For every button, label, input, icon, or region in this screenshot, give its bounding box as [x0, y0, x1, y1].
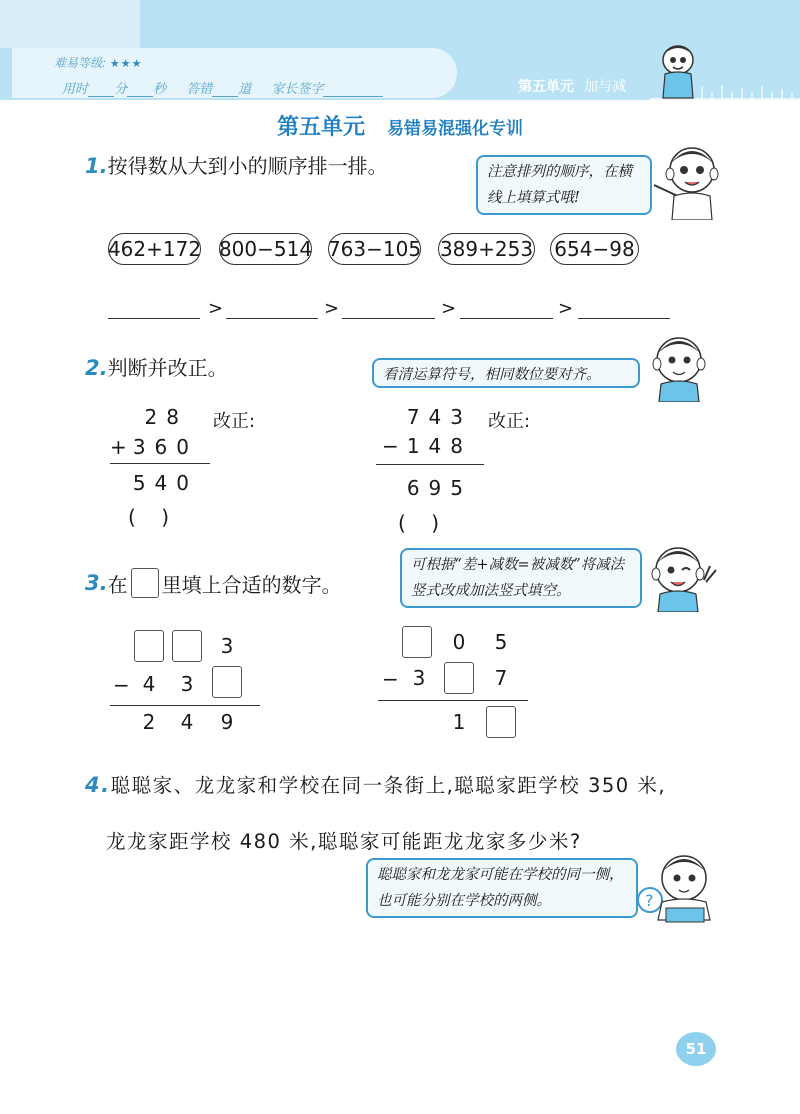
- q2-right-result: 695: [406, 476, 472, 500]
- q2-prompt: [85, 352, 228, 381]
- wrong-count-blank[interactable]: [212, 82, 238, 97]
- q2-right-judge[interactable]: ( ): [398, 511, 440, 535]
- q2-left-judge[interactable]: ( ): [128, 505, 170, 529]
- greater-than: >: [208, 298, 224, 319]
- q3-number: 3.: [85, 571, 108, 595]
- q3-right-digit: 7: [494, 666, 508, 690]
- expression-text: 800−514: [218, 237, 313, 261]
- mascot-thinking-icon: [645, 330, 717, 402]
- q4-number: 4.: [85, 773, 111, 797]
- q1-answer-blank[interactable]: [108, 318, 200, 319]
- q3-text-after: 里填上合适的数字。: [161, 572, 342, 597]
- q4-tip-text: 聪聪家和龙龙家可能在学校的同一侧，也可能分别在学校的两侧。: [377, 867, 624, 909]
- svg-text:?: ?: [645, 891, 654, 910]
- q2-right-minuend: 743: [406, 405, 472, 429]
- q1-text: 按得数从大到小的顺序排一排。: [107, 154, 388, 178]
- expression-text: 462+172: [107, 237, 202, 261]
- q3-right-digit: 1: [452, 710, 466, 734]
- page-title: [0, 110, 800, 141]
- sign-label: 家长签字: [271, 82, 324, 97]
- time-label: 用时: [62, 82, 89, 97]
- q3-left-digit: 4: [142, 672, 156, 696]
- q1-tip-text: 注意排列的顺序，在横线上填算式哦!: [487, 164, 632, 206]
- unit-label: 第五单元: [518, 79, 574, 95]
- q3-left-digit: 3: [180, 672, 194, 696]
- q1-expression: [219, 233, 312, 265]
- difficulty-label: 难易等级:: [54, 56, 107, 70]
- mascot-header-icon: [655, 40, 701, 100]
- q2-number: 2.: [85, 356, 108, 380]
- q1-answer-blank[interactable]: [460, 318, 553, 319]
- q2-tip-text: 看清运算符号，相同数位要对齐。: [383, 367, 601, 383]
- title-main: 第五单元: [276, 115, 365, 140]
- q1-answer-blank[interactable]: [342, 318, 435, 319]
- q3-right-digit: 5: [494, 630, 508, 654]
- wrong-unit: 道: [238, 82, 252, 97]
- q1-expression: [438, 233, 535, 265]
- q3-tip-text: 可根据“差+减数=被减数”将减法竖式改成加法竖式填空。: [411, 557, 625, 599]
- q1-answer-blank[interactable]: [226, 318, 318, 319]
- greater-than: >: [558, 298, 574, 319]
- wrong-label: 答错: [186, 82, 213, 97]
- expression-text: 654−98: [554, 237, 635, 261]
- q3-blank-box[interactable]: [134, 630, 164, 662]
- q2-right-fix-label: 改正:: [488, 411, 531, 432]
- q2-right-operator: −: [382, 434, 399, 458]
- mascot-pointer-icon: [652, 140, 722, 220]
- q3-text-before: 在: [107, 572, 128, 597]
- q4-line1: 聪聪家、龙龙家和学校在同一条街上,聪聪家距学校 350 米,: [110, 774, 667, 797]
- q1-expression: [550, 233, 639, 265]
- q2-left-result: 540: [132, 471, 198, 495]
- q3-blank-box[interactable]: [486, 706, 516, 738]
- q3-blank-box[interactable]: [444, 662, 474, 694]
- page-number: 51: [676, 1032, 716, 1066]
- q3-right-rule: [378, 700, 528, 701]
- sign-blank[interactable]: [323, 82, 383, 97]
- greater-than: >: [324, 298, 340, 319]
- q3-tip-box: [400, 548, 642, 608]
- q2-text: 判断并改正。: [107, 356, 228, 380]
- q2-right-subtrahend: 148: [406, 434, 472, 458]
- q2-left-addend-b: 360: [132, 435, 198, 459]
- q3-blank-box[interactable]: [172, 630, 202, 662]
- q1-prompt: [85, 150, 388, 179]
- q3-left-digit: 4: [180, 710, 194, 734]
- q2-left-rule: [110, 463, 210, 464]
- q1-tip-box: [476, 155, 652, 215]
- q2-left-addend-a: 28: [144, 405, 188, 429]
- sec-label: 秒: [153, 82, 167, 97]
- q4-tip-box: [366, 858, 638, 918]
- expression-text: 763−105: [327, 237, 422, 261]
- greater-than: >: [441, 298, 457, 319]
- q1-expression: [108, 233, 201, 265]
- q3-left-digit: 2: [142, 710, 156, 734]
- mascot-wink-icon: [644, 540, 718, 612]
- q2-tip-box: [372, 358, 640, 388]
- mascot-question-icon: [636, 850, 718, 926]
- q3-right-digit: 0: [452, 630, 466, 654]
- q3-left-digit: 9: [220, 710, 234, 734]
- header-tab: [0, 0, 140, 48]
- q4-line2: 龙龙家距学校 480 米,聪聪家可能距龙龙家多少米?: [106, 830, 582, 853]
- q1-answer-blank[interactable]: [578, 318, 670, 319]
- q3-right-operator: −: [382, 667, 399, 691]
- unit-topic: 加与减: [584, 79, 626, 95]
- q4-prompt-line1: [85, 770, 666, 798]
- q3-left-rule: [110, 705, 260, 706]
- min-label: 分: [114, 82, 128, 97]
- q3-prompt: [85, 568, 342, 598]
- q1-number: 1.: [85, 154, 108, 178]
- unit-badge: [518, 76, 626, 96]
- q3-prompt-box: [131, 568, 159, 598]
- q3-blank-box[interactable]: [402, 626, 432, 658]
- expression-text: 389+253: [439, 237, 534, 261]
- difficulty-stars: ★★★: [109, 57, 143, 70]
- title-sub: 易错易混强化专训: [387, 119, 523, 139]
- q2-left-fix-label: 改正:: [213, 411, 256, 432]
- q1-expression: [328, 233, 421, 265]
- time-sec-blank[interactable]: [127, 82, 153, 97]
- difficulty: [54, 54, 142, 71]
- q3-right-digit: 3: [412, 666, 426, 690]
- record-row: [62, 78, 383, 97]
- q2-right-rule: [376, 464, 484, 465]
- q3-left-digit: 3: [220, 634, 234, 658]
- time-min-blank[interactable]: [88, 82, 114, 97]
- q3-left-operator: −: [113, 673, 130, 697]
- q3-blank-box[interactable]: [212, 666, 242, 698]
- q2-left-operator: +: [110, 435, 127, 459]
